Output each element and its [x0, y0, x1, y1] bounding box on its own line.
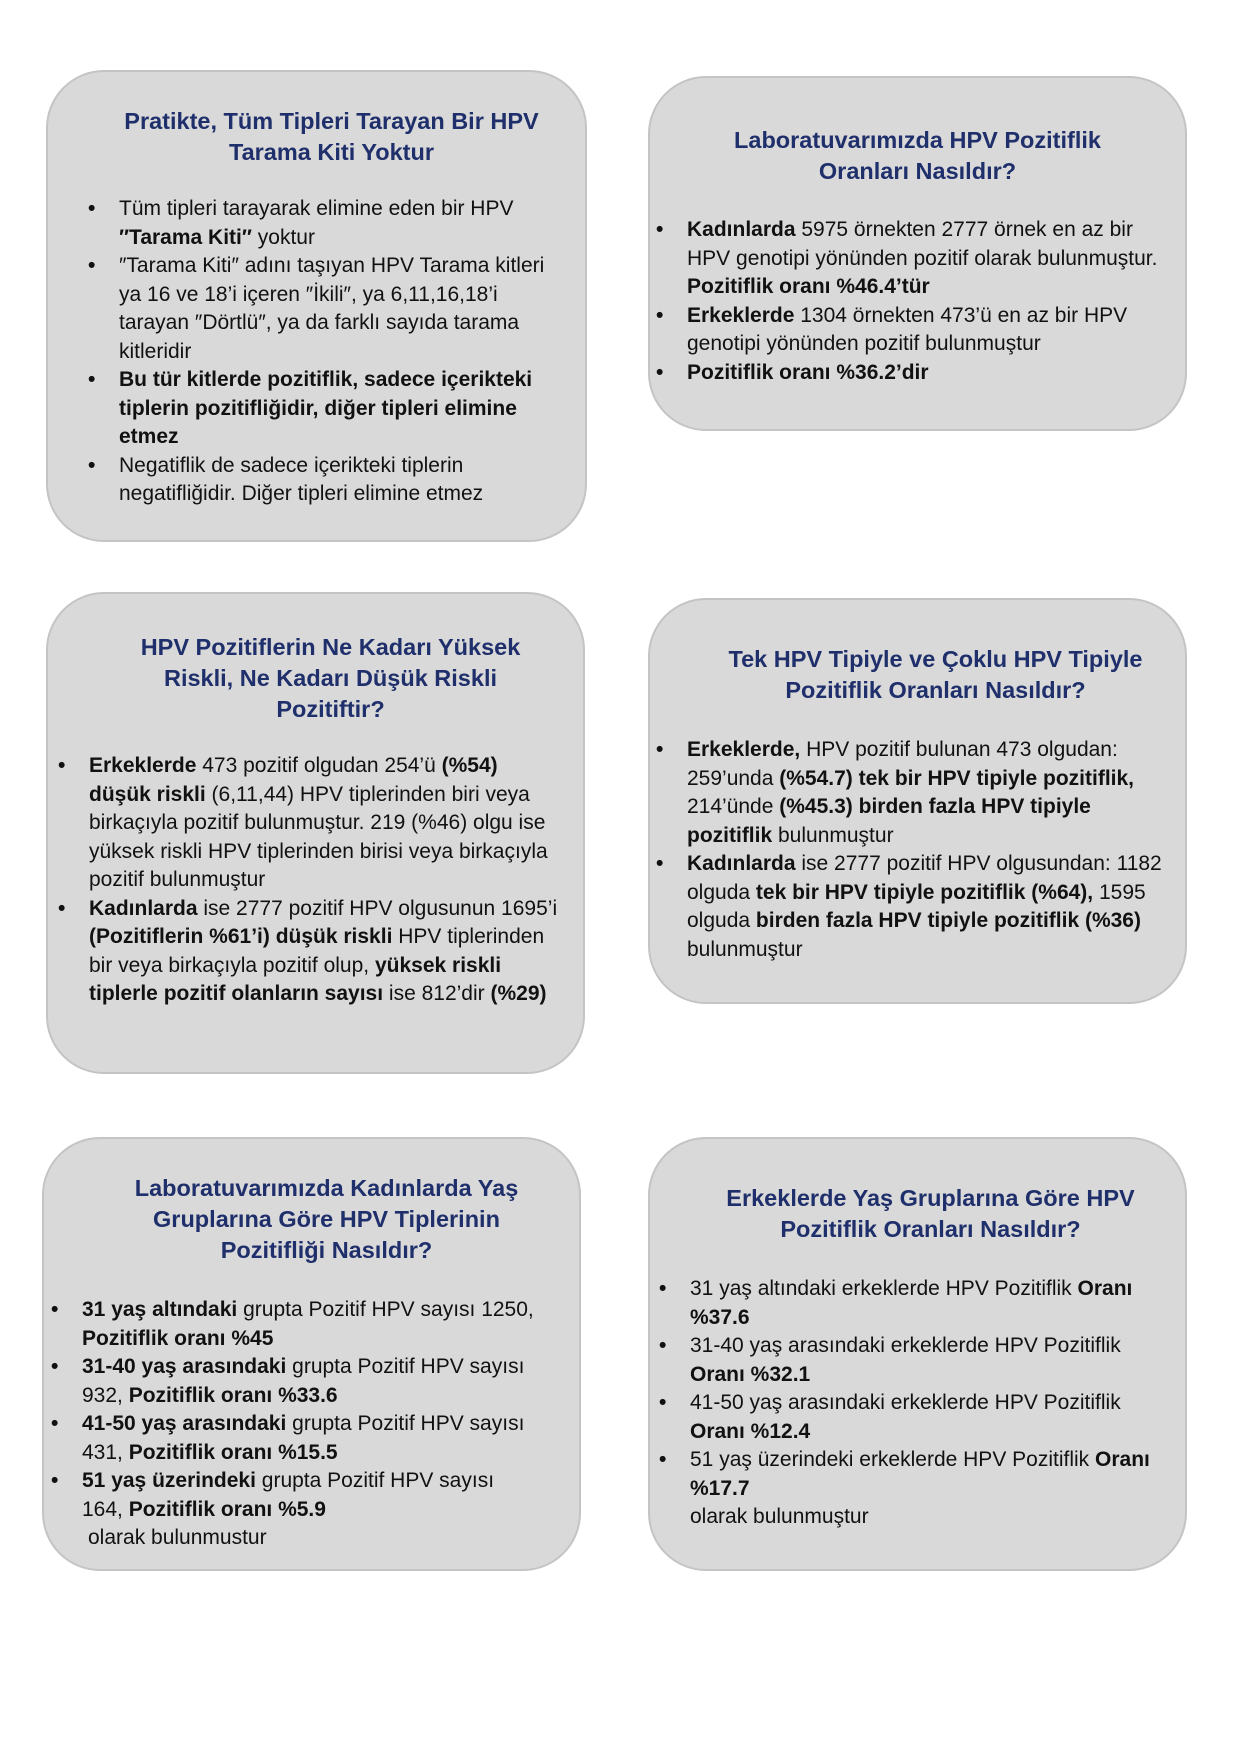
card-title: Laboratuvarımızda HPV Pozitiflik Oranları Nasıldır?	[734, 127, 1101, 184]
bold-text: (%29)	[490, 982, 547, 1005]
card-title: Erkeklerde Yaş Gruplarına Göre HPV Pozitiflik Oranları Nasıldır?	[726, 1185, 1135, 1242]
bullet-item	[659, 1446, 1165, 1503]
card-title: Pratikte, Tüm Tipleri Tarayan Bir HPV Tarama Kiti Yoktur	[124, 108, 539, 165]
text: 1595 olguda	[687, 880, 1146, 932]
bold-text: Erkeklerde,	[687, 738, 801, 761]
card-hpv-screening-kit	[46, 70, 587, 542]
text: HPV tiplerinden bir veya birkaçıyla pozitif olup,	[89, 925, 545, 977]
bold-text: Oranı %32.1	[690, 1362, 811, 1386]
bullet-item	[51, 1410, 539, 1467]
bullet-item	[88, 252, 561, 366]
bold-text: (%54) düşük riskli	[89, 754, 498, 806]
text: 473 pozitif olgudan 254’ü	[196, 754, 442, 777]
closing-note: olarak bulunmustur	[88, 1526, 267, 1549]
text: grupta Pozitif HPV sayısı 431,	[82, 1412, 525, 1464]
text: Negatiflik de sadece içerikteki tiplerin negatifliğidir. Diğer tipleri elimine etmez	[119, 453, 484, 505]
bullet-item	[58, 752, 559, 895]
bold-text: birden fazla HPV tipiyle pozitiflik (%36)	[755, 909, 1141, 932]
bullet-list	[88, 195, 561, 509]
text: 41-50 yaş arasındaki erkeklerde HPV Pozitiflik	[690, 1391, 1121, 1414]
bold-text: (Pozitiflerin %61’i) düşük riskli	[89, 925, 393, 948]
card-single-multi-type	[648, 598, 1187, 1004]
card-title: HPV Pozitiflerin Ne Kadarı Yüksek Riskli, Ne Kadarı Düşük Riskli Pozitiftir?	[140, 634, 521, 722]
text: 31-40 yaş arasındaki erkeklerde HPV Pozitiflik	[690, 1334, 1121, 1357]
text: 5975 örnekten 2777 örnek en az bir HPV genotipi yönünden pozitif olarak bulunmuştur.	[687, 218, 1158, 270]
bold-text: Pozitiflik oranı %45	[82, 1326, 274, 1350]
bullet-list	[58, 752, 559, 1009]
text: 214’ünde	[687, 795, 780, 818]
bold-text: 51 yaş üzerindeki	[82, 1469, 256, 1492]
bold-text: (%54.7) tek bir HPV tipiyle pozitiflik,	[779, 766, 1135, 790]
text: ise 2777 pozitif HPV olgusundan: 1182 olguda	[687, 852, 1162, 904]
text: 31 yaş altındaki erkeklerde HPV Pozitiflik	[690, 1277, 1078, 1300]
text: Tüm tipleri tarayarak elimine eden bir HPV	[119, 197, 514, 220]
bold-text: Pozitiflik oranı %33.6	[128, 1383, 338, 1407]
bullet-item	[51, 1296, 539, 1353]
bullet-item	[88, 452, 561, 509]
card-lab-positivity-rates	[648, 76, 1187, 431]
text: bulunmuştur	[687, 937, 803, 961]
text: 1304 örnekten 473’ü en az bir HPV genotipi yönünden pozitif bulunmuştur	[687, 303, 1128, 355]
bullet-item	[656, 216, 1167, 302]
card-women-age-groups	[42, 1137, 581, 1571]
bold-text: Pozitiflik oranı %36.2’dir	[687, 360, 929, 384]
bullet-list	[659, 1275, 1165, 1503]
bullet-item	[656, 359, 1167, 388]
bold-text: Kadınlarda	[687, 218, 796, 241]
text: 51 yaş üzerindeki erkeklerde HPV Pozitiflik	[690, 1448, 1096, 1471]
bold-text: yüksek riskli tiplerle pozitif olanların sayısı	[89, 953, 502, 1005]
bullet-item	[656, 850, 1165, 964]
text: ″Tarama Kiti″ adını taşıyan HPV Tarama kitleri ya 16 ve 18’i içeren ″İkili″, ya 6,11,16,18’i tarayan ″Dörtlü″, ya da farklı sayıda tarama kitleridir	[119, 254, 545, 363]
bullet-item	[51, 1353, 539, 1410]
bullet-list	[51, 1296, 539, 1524]
bold-text: Oranı %17.7	[690, 1448, 1150, 1500]
closing-note: olarak bulunmuştur	[690, 1505, 869, 1528]
bold-text: Kadınlarda	[89, 896, 198, 920]
text: ise 2777 pozitif HPV olgusunun 1695’i	[197, 896, 558, 920]
text: yoktur	[251, 225, 315, 249]
text: grupta Pozitif HPV sayısı 1250,	[237, 1298, 534, 1321]
bullet-item	[656, 736, 1165, 850]
card-high-low-risk	[46, 592, 585, 1074]
bullet-item	[659, 1275, 1165, 1332]
text: ise 812’dir	[383, 982, 491, 1005]
bold-text: Kadınlarda	[687, 852, 796, 875]
text: grupta Pozitif HPV sayısı 164,	[82, 1469, 495, 1521]
bold-text: Pozitiflik oranı %46.4’tür	[687, 275, 930, 298]
bullet-item	[659, 1389, 1165, 1446]
bold-text: 41-50 yaş arasındaki	[82, 1412, 287, 1435]
bullet-item	[659, 1332, 1165, 1389]
bold-text: 31-40 yaş arasındaki	[82, 1355, 287, 1378]
bold-text: Pozitiflik oranı %5.9	[128, 1497, 326, 1521]
bullet-item	[51, 1467, 539, 1524]
bullet-list	[656, 216, 1167, 387]
card-title: Tek HPV Tipiyle ve Çoklu HPV Tipiyle Pozitiflik Oranları Nasıldır?	[728, 646, 1143, 703]
bold-text: Bu tür kitlerde pozitiflik, sadece içerikteki tiplerin pozitifliğidir, diğer tipleri elimine etmez	[119, 368, 533, 448]
bullet-item	[58, 895, 559, 1009]
bold-text: tek bir HPV tipiyle pozitiflik (%64),	[755, 880, 1094, 904]
text: (6,11,44) HPV tiplerinden biri veya birkaçıyla pozitif bulunmuştur. 219 (%46) olgu ise yüksek riskli HPV tiplerinden birisi veya birkaçıyla pozitif bulunmuştur	[89, 782, 548, 891]
bold-text: ″Tarama Kiti″	[119, 225, 252, 249]
text: bulunmuştur	[772, 823, 894, 847]
bullet-list	[656, 736, 1165, 964]
bold-text: Erkeklerde	[89, 754, 197, 777]
card-title: Laboratuvarımızda Kadınlarda Yaş Gruplarına Göre HPV Tiplerinin Pozitifliği Nasıldır?	[134, 1175, 519, 1263]
bold-text: Pozitiflik oranı %15.5	[128, 1440, 338, 1464]
card-men-age-groups	[648, 1137, 1187, 1571]
bold-text: (%45.3) birden fazla HPV tipiyle pozitiflik	[687, 795, 1091, 847]
bold-text: 31 yaş altındaki	[82, 1298, 238, 1321]
bold-text: Oranı %37.6	[690, 1277, 1133, 1329]
text: HPV pozitif bulunan 473 olgudan: 259’unda	[687, 738, 1118, 790]
bold-text: Oranı %12.4	[690, 1419, 811, 1443]
bullet-item	[88, 366, 561, 452]
bullet-item	[656, 302, 1167, 359]
text: grupta Pozitif HPV sayısı 932,	[82, 1355, 525, 1407]
bold-text: Erkeklerde	[687, 303, 795, 327]
bullet-item	[88, 195, 561, 252]
